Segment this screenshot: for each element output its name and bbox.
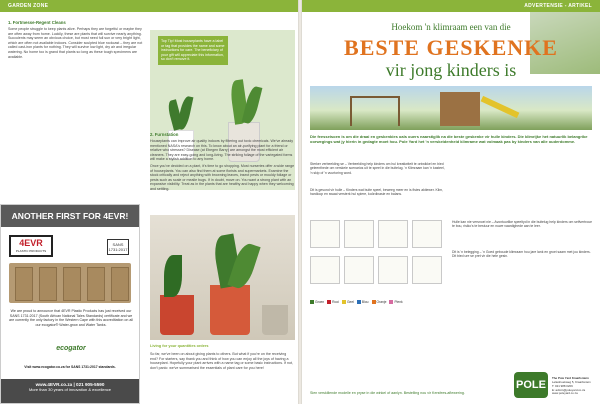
leaf-image: [164, 255, 182, 297]
pole-yard-name: The Pole Yard Kraaifontein: [552, 376, 589, 381]
right-page-header: ADVERTENSIE - ARTIKEL: [302, 0, 600, 12]
article-paragraph-3: Hulle kan nie versnoei nie – Avontuurlike speeltyd in die buitelug help kinders om selfvertroue te bou, risiko's te bestuur en nuwe vaardighede aan te leer.: [452, 220, 592, 229]
pole-yard-phone[interactable]: T: 021 988 0209: [552, 383, 573, 388]
article-footer-note: Sien verskillende modelle en pryse in die winkel of aanlyn. Bestelling nou vir Kersfees-aflewering.: [310, 391, 465, 396]
model-thumbnail[interactable]: [412, 220, 442, 248]
right-page: [302, 0, 600, 404]
legend-label: Rooi: [332, 300, 339, 304]
article-title-line-2: BESTE GESKENKE: [344, 35, 558, 60]
legend-label: Pienk: [394, 300, 403, 304]
article-paragraph-2: Dit is gesond vir hulle – Kinders wat buite speel, beweeg meer en is fisies aktiewer. Klim, hardloop en swaai versterk hul spiere, koördinasie en balans.: [310, 188, 444, 197]
article-title-line-3: vir jong kinders is: [385, 60, 517, 80]
ad-contact[interactable]: www.4EVR.co.za | 021 905-5590: [35, 382, 105, 387]
wooden-frame-image: [350, 96, 400, 126]
photo-caption: Living for your quantities orders: [150, 344, 209, 348]
4evr-advertisement: [0, 204, 140, 404]
pole-yard-website[interactable]: www.poleyard.co.za: [552, 391, 578, 396]
bag-image: [63, 267, 81, 301]
colour-legend: [310, 300, 403, 304]
pole-yard-contact: [552, 377, 600, 396]
section-2-title: 2. Furnstation: [150, 132, 179, 137]
model-thumbnail[interactable]: [310, 220, 340, 248]
article-paragraph-1: Sterker verbeelding se – Verbeelding help kinders om hul kreatiwiteit te ontwikkel en bied geleenthede om verskeie scenarios uit te speel in die buitelug. 'n Klimraam kan 'n kasteel, 'n skip of 'n vuurtoring word.: [310, 162, 445, 175]
bag-image: [39, 267, 57, 301]
legend-swatch: [389, 300, 393, 304]
ad-footer: [1, 379, 139, 403]
section-1-title: 1. Fortmesse-Regent Cleans: [8, 20, 66, 25]
legend-item: [357, 300, 369, 304]
legend-swatch: [342, 300, 346, 304]
pole-yard-email[interactable]: E: admin@poleyard.co.za: [552, 387, 586, 392]
legend-swatch: [357, 300, 361, 304]
ad-visit-line[interactable]: Visit www.ecogator.co.za for SANS 1731:2017 standards.: [24, 365, 116, 369]
legend-label: Oranje: [376, 300, 387, 304]
section-2-body: Houseplants can improve air quality indoors by filtering out toxic chemicals. We've already mentioned NASA's research on this. To know about an air-purifying plant for a friend or relative who stresses? Disease (at Ebegen Barry) are amongst the most efficient air cleaners. They are easy-going and long-living. The striking foliage of the variegated forms will make a stylish addition to any home.: [150, 139, 294, 162]
section-1-body: Some people struggle to keep plants alive. Perhaps they are forgetful or maybe they are often away from home. Luckily, these are plants that will survive nearly anything. Succulents may seem an obvious choice, but most need full sun or very bright light, which are often not available indoors. Consider sculpted blue rockcast – they are not called cast-iron plants for nothing. They will survive low light, dry air and irregular watering. No home too is grand that plants so long as these tough specimens are available.: [8, 27, 143, 59]
ad-body: We are proud to announce that 4EVR Plastic Products has just received our SANS 1731:2017 (South African National Tales Standards) certificate and we are currently the only factory in the Western Cape with this accreditation on all our ecogator® Water-grow and Water Tanks.: [9, 309, 133, 327]
slide-image: [481, 96, 520, 118]
article-paragraph-4: Dit is 'n belegging – 'n Goed geboude klimraam hou jare lank en groei saam met jou kinders. Dit bied ure se pret vir die hele gesin.: [452, 250, 591, 259]
legend-swatch: [372, 300, 376, 304]
model-thumbnail[interactable]: [378, 220, 408, 248]
section-1: [8, 20, 143, 59]
legend-label: Groen: [315, 300, 325, 304]
bag-image: [111, 267, 129, 301]
model-thumbnail[interactable]: [412, 256, 442, 284]
bag-image: [87, 267, 105, 301]
article-intro: Die feesseisoen is om die draai en geskenkies oals ouers naarstiglik na die beste geskenke vir hulle kinders. Die klimrijke het natuurlik belangrike oorwegings wat jy hierin in gedagte moet hou. Pole Yard het 'n verskeidenheid klimrame wat volmaak pas by kinders van alle ouderdomme.: [310, 134, 588, 144]
ad-headline: ANOTHER FIRST FOR 4EVR!: [1, 205, 139, 227]
bag-image: [15, 267, 33, 301]
legend-item: [372, 300, 387, 304]
closing-paragraph: So far, we've been on about giving plants to others. But what if you're on the receiving end? For starters, say thank you and think of how you can enjoy all the joys of having a houseplant. Hopefully your plant arrives with a name tag or some basic instructions. If not, don't panic: we've summarised the essentials of plant care for you here!: [150, 352, 294, 370]
model-thumbnail[interactable]: [310, 256, 340, 284]
legend-item: [389, 300, 402, 304]
4evr-logo: [9, 235, 53, 257]
legend-item: [327, 300, 339, 304]
legend-item: [310, 300, 324, 304]
legend-swatch: [310, 300, 314, 304]
legend-swatch: [327, 300, 331, 304]
ecogator-logo: ecogator: [56, 345, 86, 352]
section-2-body-2: Once you've decided on a plant, it's time to go shopping. Most nurseries offer a wide range of houseplants. You can also find them at some florists and supermarkets. Examine the stock critically and reject anything with browning leaves, insect pests or mouldy foliage or pests such as scale or mealie bugs. If in doubt, move on. You want a strong plant with an expansive visibility. Treat as in the plants that are healthy and happy when they welcoming and settling.: [150, 163, 295, 191]
leaf-image: [177, 95, 194, 130]
pole-yard-address: Lelieshoekweg 5, Kraaifontein: [552, 380, 591, 385]
red-pot-image: [160, 295, 194, 335]
grey-pot-image: [262, 305, 288, 335]
terracotta-pot-image: [210, 285, 250, 335]
model-thumbnail[interactable]: [344, 256, 374, 284]
ad-tagline: More than 30 years of innovation & excellence: [28, 387, 112, 392]
left-page: [0, 0, 298, 404]
model-thumbnail[interactable]: [344, 220, 374, 248]
leaf-image: [242, 85, 263, 125]
wooden-tower-image: [440, 92, 480, 126]
legend-label: Geel: [346, 300, 354, 304]
houseplants-photo: [150, 215, 295, 340]
model-thumbnail[interactable]: [378, 256, 408, 284]
top-tip-box: [158, 36, 228, 65]
legend-label: Blou: [361, 300, 369, 304]
sans-certification-mark: SANS 1731:2017: [107, 239, 129, 255]
top-tip-text: Top Tip! Most houseplants have a label or tag that provides the name and some instructions for care. The beneficiary of your gift will appreciate this information, so don't remove it.: [161, 39, 225, 62]
climbing-frame-photo: [310, 86, 592, 130]
section-2: [150, 132, 295, 192]
pole-yard-logo: POLE: [514, 372, 548, 398]
article-title-line-1: Hoekom 'n klimraam een van die: [391, 22, 511, 32]
left-page-header: GARDEN ZONE: [0, 0, 298, 12]
4evr-logo-subtext: PLASTIC PRODUCTS: [15, 249, 47, 253]
4evr-logo-text: 4EVR: [19, 238, 43, 248]
legend-item: [342, 300, 354, 304]
